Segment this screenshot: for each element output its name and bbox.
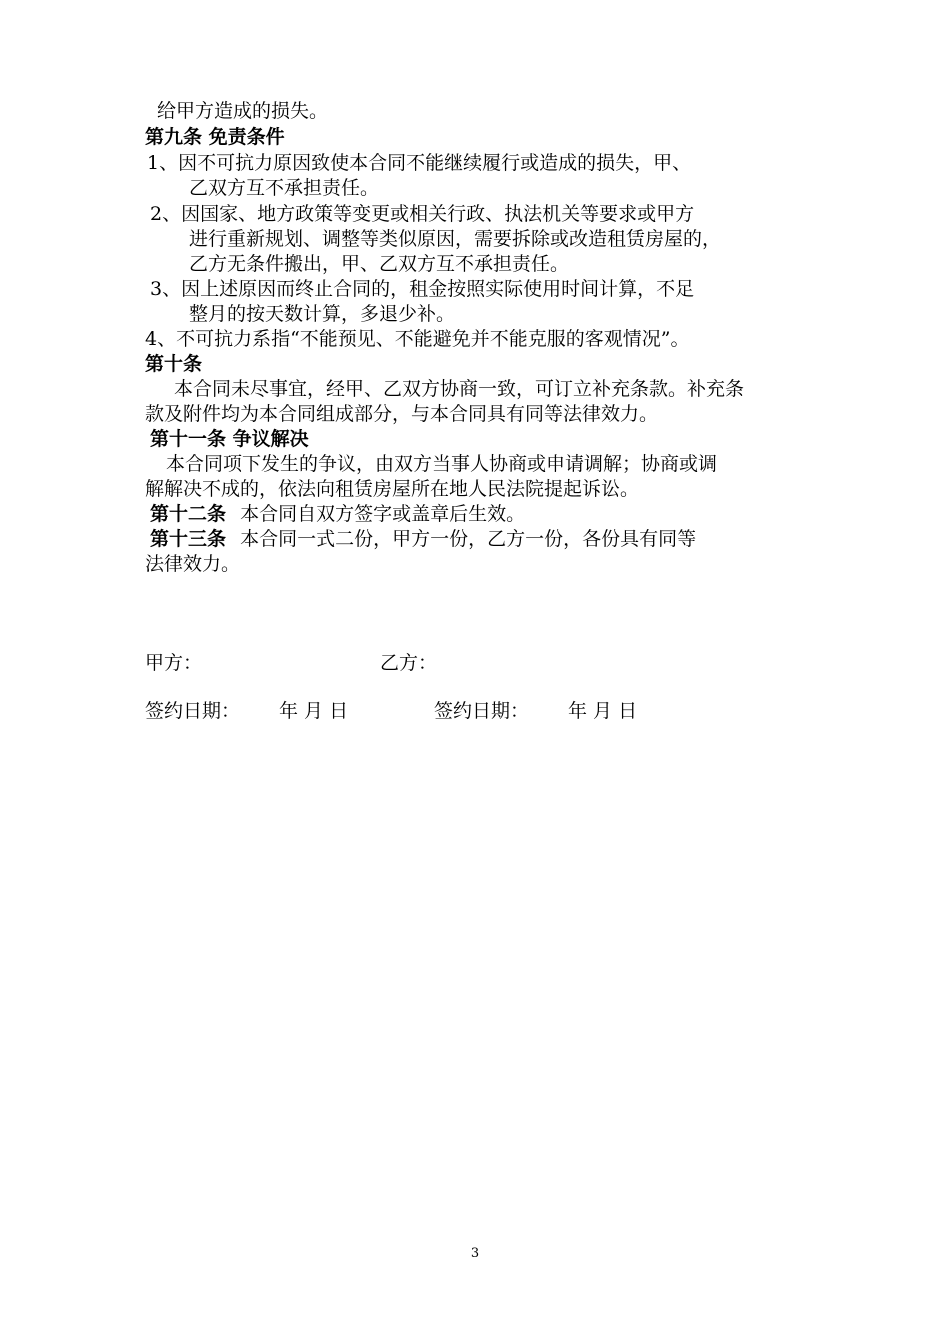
article-11-body: 本合同项下发生的争议，由双方当事人协商或申请调解；协商或调	[166, 453, 718, 475]
article-9-item-2-continued: 乙方无条件搬出，甲、乙双方互不承担责任。	[189, 253, 570, 275]
article-11-heading: 第十一条 争议解决	[150, 428, 309, 450]
article-13-body-continued: 法律效力。	[145, 553, 241, 575]
article-9-item-4: 4、不可抗力系指“不能预见、不能避免并不能克服的客观情况”。	[145, 328, 690, 350]
article-9-item-3-continued: 整月的按天数计算，多退少补。	[189, 303, 456, 325]
article-10-body-continued: 款及附件均为本合同组成部分，与本合同具有同等法律效力。	[145, 403, 659, 425]
article-12-heading: 第十二条	[150, 503, 227, 525]
signing-date-value-b: 年 月 日	[568, 700, 638, 722]
signing-date-value-a: 年 月 日	[279, 700, 349, 722]
article-12	[150, 502, 525, 526]
article-11-body-continued: 解解决不成的，依法向租赁房屋所在地人民法院提起诉讼。	[145, 478, 640, 500]
article-9-item-1: 1、因不可抗力原因致使本合同不能继续履行或造成的损失，甲、	[147, 152, 692, 174]
article-13	[150, 527, 696, 551]
article-13-body: 本合同一式二份，甲方一份，乙方一份，各份具有同等	[240, 528, 697, 550]
article-9-heading: 第九条 免责条件	[145, 126, 285, 148]
page-number: 3	[470, 1246, 480, 1261]
text-line: 给甲方造成的损失。	[157, 100, 329, 122]
article-13-heading: 第十三条	[150, 528, 227, 550]
article-9-item-2-continued: 进行重新规划、调整等类似原因，需要拆除或改造租赁房屋的，	[189, 228, 722, 250]
party-a-label: 甲方：	[145, 652, 203, 674]
article-12-body: 本合同自双方签字或盖章后生效。	[240, 503, 526, 525]
party-b-label: 乙方：	[380, 652, 438, 674]
signing-date-label-b: 签约日期：	[434, 700, 530, 722]
article-9-item-1-continued: 乙双方互不承担责任。	[189, 177, 380, 199]
article-9-item-2: 2、因国家、地方政策等变更或相关行政、执法机关等要求或甲方	[150, 203, 695, 225]
article-10-body: 本合同未尽事宜，经甲、乙双方协商一致，可订立补充条款。补充条	[174, 378, 745, 400]
signing-date-label-a: 签约日期：	[145, 700, 241, 722]
article-10-heading: 第十条	[145, 353, 203, 375]
article-9-item-3: 3、因上述原因而终止合同的，租金按照实际使用时间计算，不足	[150, 278, 695, 300]
